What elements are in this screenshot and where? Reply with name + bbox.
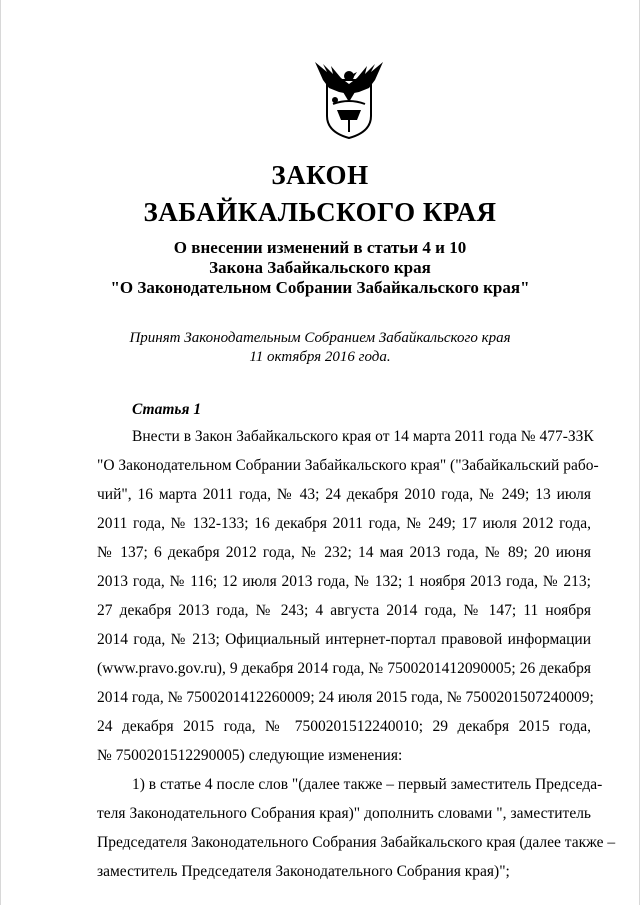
body-text-line: 27 декабря 2013 года, № 243; 4 августа 2014 года, № 147; 11 ноября: [97, 602, 591, 619]
body-text-line: 2013 года, № 116; 12 июля 2013 года, № 132; 1 ноября 2013 года, № 213;: [97, 573, 591, 590]
amendment-item-line: Председателя Законодательного Собрания Забайкальского края (далее также –: [97, 834, 616, 851]
body-text-line: 2011 года, № 132-133; 16 декабря 2011 года, № 249; 17 июля 2012 года,: [97, 515, 591, 532]
body-text-line: "О Законодательном Собрании Забайкальского края" ("Забайкальский рабо-: [97, 457, 599, 474]
amendment-item-line: теля Законодательного Собрания края)" дополнить словами ", заместитель: [97, 805, 591, 822]
article-heading: Статья 1: [132, 401, 202, 418]
law-subject-line-2: Закона Забайкальского края: [209, 258, 431, 277]
body-text-line: чий", 16 марта 2011 года, № 43; 24 декабря 2010 года, № 249; 13 июля: [97, 486, 591, 503]
body-text-line: № 137; 6 декабря 2012 года, № 232; 14 мая 2013 года, № 89; 20 июня: [97, 544, 591, 561]
body-text-line: 2014 года, № 213; Официальный интернет-портал правовой информации: [97, 631, 591, 648]
body-text-line: Внести в Закон Забайкальского края от 14 марта 2011 года № 477-ЗЗК: [132, 428, 594, 445]
amendment-item-line: заместитель Председателя Законодательного Собрания края)";: [97, 863, 510, 880]
body-text-line: 2014 года, № 7500201412260009; 24 июля 2015 года, № 7500201507240009;: [97, 689, 594, 706]
adoption-date-line: 11 октября 2016 года.: [249, 349, 391, 365]
law-subject-line-1: О внесении изменений в статьи 4 и 10: [173, 238, 467, 257]
law-title: ЗАКОН: [271, 160, 369, 190]
body-text-line: (www.pravo.gov.ru), 9 декабря 2014 года, № 7500201412090005; 26 декабря: [97, 660, 591, 677]
adoption-note-line-1: Принят Законодательным Собранием Забайкальского края: [129, 330, 511, 346]
law-subject-line-3: "О Законодательном Собрании Забайкальского края": [110, 278, 530, 297]
body-text-line: № 7500201512290005) следующие изменения:: [97, 747, 403, 764]
amendment-item-line: 1) в статье 4 после слов "(далее также – первый заместитель Председа-: [132, 776, 603, 793]
body-text-line: 24 декабря 2015 года, № 7500201512240010; 29 декабря 2015 года,: [97, 718, 591, 735]
law-region-title: ЗАБАЙКАЛЬСКОГО КРАЯ: [143, 197, 497, 227]
coat-of-arms-emblem-icon: [313, 54, 385, 140]
